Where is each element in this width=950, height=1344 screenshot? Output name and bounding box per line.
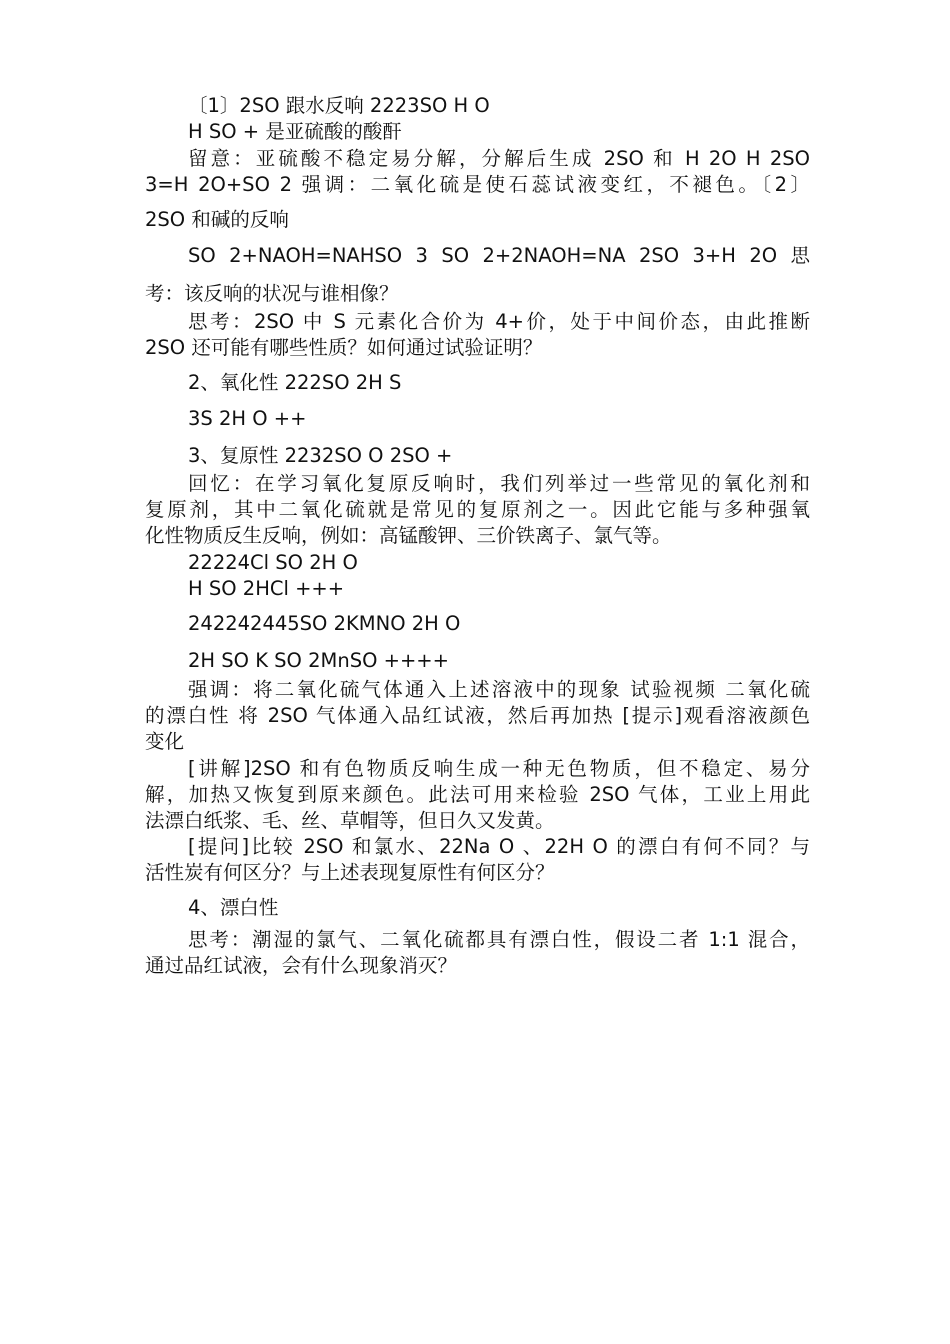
- text-line: 3、复原性 2232SO O 2SO +: [188, 444, 453, 467]
- text-line: 思考：2SO 中 S 元素化合价为 4+价，处于中间价态，由此推断: [188, 310, 810, 333]
- text-line: 留意：亚硫酸不稳定易分解，分解后生成 2SO 和 H 2O H 2SO: [188, 147, 810, 170]
- text-line: 化性物质反生反响，例如：高锰酸钾、三价铁离子、氯气等。: [145, 524, 672, 547]
- text-line: 变化: [145, 730, 185, 753]
- text-line: 法漂白纸浆、毛、丝、草帽等，但日久又发黄。: [145, 809, 555, 832]
- text-line: 回忆：在学习氧化复原反响时，我们列举过一些常见的氧化剂和: [188, 472, 810, 495]
- text-line: SO 2+NAOH=NAHSO 3 SO 2+2NAOH=NA 2SO 3+H 2O 思: [188, 244, 810, 267]
- text-line: H SO 2HCl +++: [188, 577, 345, 600]
- text-line: 2H SO K SO 2MnSO ++++: [188, 649, 449, 672]
- text-line: 2SO 还可能有哪些性质？如何通过试验证明？: [145, 336, 543, 359]
- text-line: 3S 2H O ++: [188, 407, 307, 430]
- text-line: 3=H 2O+SO 2 强调：二氧化硫是使石蕊试液变红，不褪色。〔2〕: [145, 173, 810, 196]
- text-line: 2、氧化性 222SO 2H S: [188, 371, 402, 394]
- text-line: [讲解]2SO 和有色物质反响生成一种无色物质，但不稳定、易分: [188, 757, 810, 780]
- text-line: [提问]比较 2SO 和氯水、22Na O 、22H O 的漂白有何不同？与: [188, 835, 810, 858]
- text-line: 思考：潮湿的氯气、二氧化硫都具有漂白性，假设二者 1:1 混合，: [188, 928, 810, 951]
- text-line: 2SO 和碱的反响: [145, 208, 289, 231]
- text-line: 的漂白性 将 2SO 气体通入品红试液，然后再加热 [提示]观看溶液颜色: [145, 704, 810, 727]
- text-line: 242242445SO 2KMNO 2H O: [188, 612, 461, 635]
- text-line: 〔1〕2SO 跟水反响 2223SO H O: [188, 94, 490, 117]
- text-line: 22224Cl SO 2H O: [188, 551, 358, 574]
- text-line: 通过品红试液，会有什么现象消灭？: [145, 954, 458, 977]
- text-line: 活性炭有何区分？与上述表现复原性有何区分？: [145, 861, 555, 884]
- text-line: 考：该反响的状况与谁相像？: [145, 282, 399, 305]
- text-line: H SO + 是亚硫酸的酸酐: [188, 120, 402, 143]
- text-line: 解，加热又恢复到原来颜色。此法可用来检验 2SO 气体，工业上用此: [145, 783, 810, 806]
- text-line: 4、漂白性: [188, 896, 279, 919]
- text-line: 复原剂，其中二氧化硫就是常见的复原剂之一。因此它能与多种强氧: [145, 498, 810, 521]
- text-line: 强调：将二氧化硫气体通入上述溶液中的现象 试验视频 二氧化硫: [188, 678, 810, 701]
